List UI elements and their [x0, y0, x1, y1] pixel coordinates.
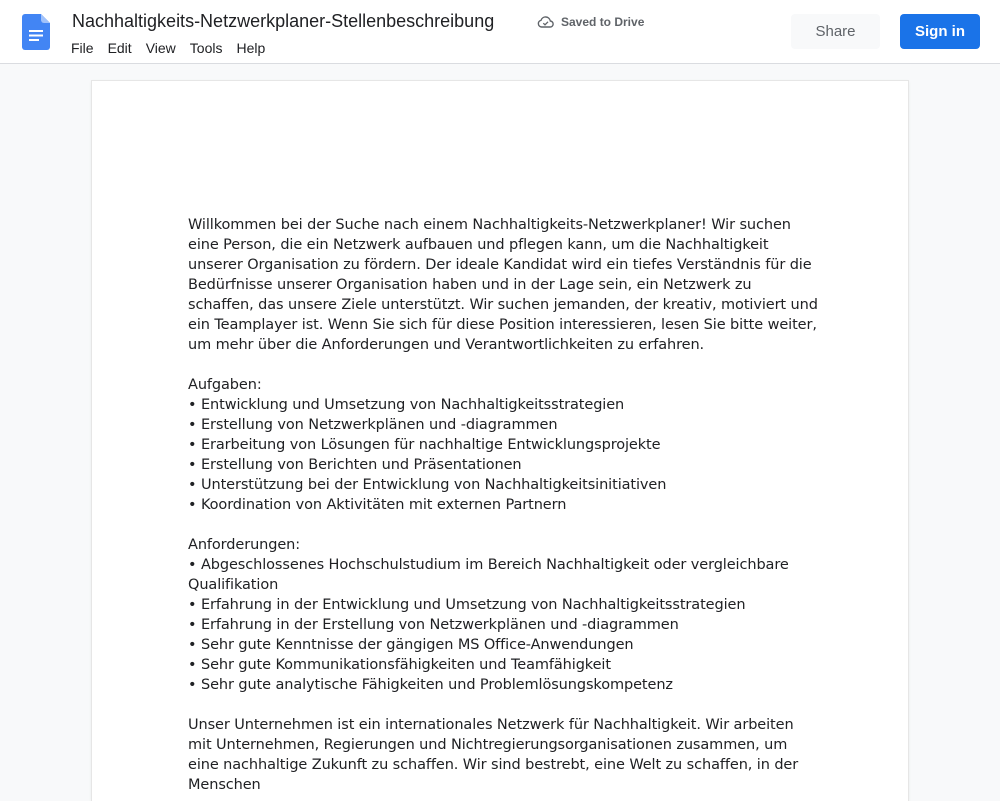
document-title[interactable]: Nachhaltigkeits-Netzwerkplaner-Stellenbeschreibung: [72, 11, 495, 31]
menu-edit[interactable]: Edit: [107, 40, 132, 56]
google-docs-logo-icon[interactable]: [22, 14, 50, 50]
share-button[interactable]: Share: [791, 14, 880, 49]
list-item: • Sehr gute Kommunikationsfähigkeiten und Teamfähigkeit: [188, 657, 611, 673]
list-item: • Erfahrung in der Erstellung von Netzwerkplänen und -diagrammen: [188, 617, 679, 633]
tasks-heading: Aufgaben:: [188, 377, 262, 393]
list-item: • Entwicklung und Umsetzung von Nachhaltigkeitsstrategien: [188, 397, 625, 413]
list-item: • Unterstützung bei der Entwicklung von Nachhaltigkeitsinitiativen: [188, 477, 667, 493]
requirements-heading: Anforderungen:: [188, 537, 301, 553]
list-item: • Abgeschlossenes Hochschulstudium im Bereich Nachhaltigkeit oder vergleichbare Qualifikation: [188, 557, 789, 593]
saved-status-label: Saved to Drive: [561, 15, 645, 29]
document-page[interactable]: [92, 81, 908, 801]
menu-bar: [64, 38, 272, 58]
menu-view[interactable]: View: [145, 40, 176, 56]
top-bar: [0, 0, 1000, 64]
list-item: • Erstellung von Berichten und Präsentationen: [188, 457, 522, 473]
document-body[interactable]: [188, 215, 818, 795]
closing-paragraph: Unser Unternehmen ist ein internationales Netzwerk für Nachhaltigkeit. Wir arbeiten mit Unternehmen, Regierungen und Nichtregierungsorganisationen zusammen, um eine nachhaltige Zukunft zu schaffen. Wir sind bestrebt, eine Welt zu schaffen, in der Menschen: [188, 717, 799, 793]
cloud-done-icon: [537, 16, 554, 28]
list-item: • Erfahrung in der Entwicklung und Umsetzung von Nachhaltigkeitsstrategien: [188, 597, 746, 613]
menu-help[interactable]: Help: [236, 40, 266, 56]
list-item: • Sehr gute Kenntnisse der gängigen MS Office-Anwendungen: [188, 637, 634, 653]
menu-tools[interactable]: Tools: [189, 40, 223, 56]
intro-paragraph: Willkommen bei der Suche nach einem Nachhaltigkeits-Netzwerkplaner! Wir suchen eine Person, die ein Netzwerk aufbauen und pflegen kann, um die Nachhaltigkeit unserer Organisation zu fördern. Der ideale Kandidat wird ein tiefes Verständnis für die Bedürfnisse unserer Organisation haben und in der Lage sein, ein Netzwerk zu schaffen, das unsere Ziele unterstützt. Wir suchen jemanden, der kreativ, motiviert und ein Teamplayer ist. Wenn Sie sich für diese Position interessieren, lesen Sie bitte weiter, um mehr über die Anforderungen und Verantwortlichkeiten zu erfahren.: [188, 217, 818, 353]
list-item: • Koordination von Aktivitäten mit externen Partnern: [188, 497, 567, 513]
list-item: • Sehr gute analytische Fähigkeiten und Problemlösungskompetenz: [188, 677, 673, 693]
list-item: • Erstellung von Netzwerkplänen und -diagrammen: [188, 417, 558, 433]
list-item: • Erarbeitung von Lösungen für nachhaltige Entwicklungsprojekte: [188, 437, 661, 453]
sign-in-button[interactable]: Sign in: [900, 14, 980, 49]
menu-file[interactable]: File: [71, 40, 94, 56]
saved-status[interactable]: [537, 13, 644, 31]
